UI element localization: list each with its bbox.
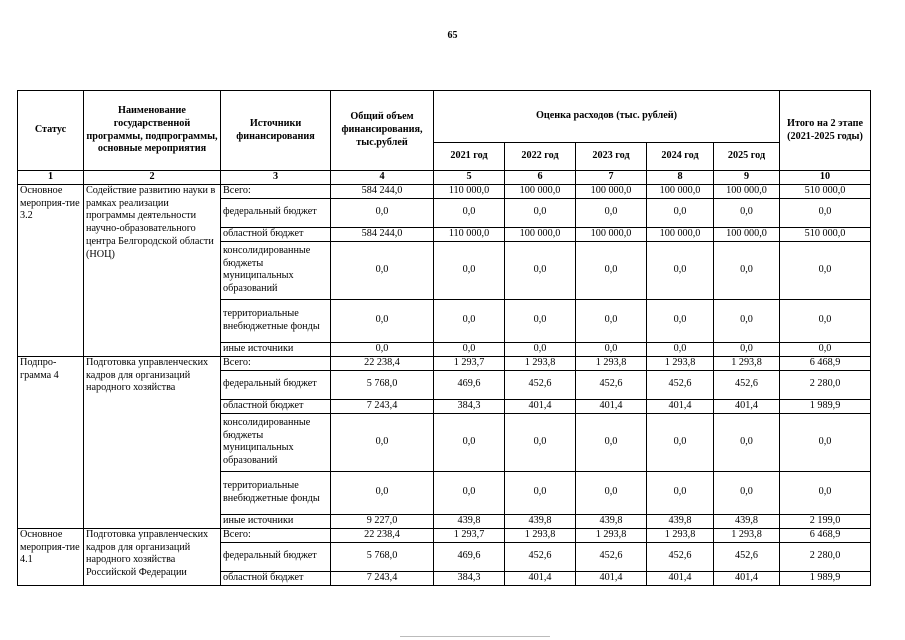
- column-index: 7: [576, 171, 647, 185]
- year-value-cell: 0,0: [505, 241, 576, 299]
- year-value-cell: 1 293,7: [434, 356, 505, 370]
- total-cell: 584 244,0: [331, 227, 434, 241]
- stage-total-cell: 1 989,9: [780, 399, 871, 413]
- year-value-cell: 0,0: [714, 299, 780, 342]
- source-cell: областной бюджет: [221, 399, 331, 413]
- year-value-cell: 0,0: [576, 198, 647, 227]
- total-cell: 584 244,0: [331, 184, 434, 198]
- year-value-cell: 401,4: [647, 399, 714, 413]
- year-value-cell: 0,0: [434, 198, 505, 227]
- column-index: 5: [434, 171, 505, 185]
- program-name-cell: Подготовка управленческих кадров для организаций народного хозяйства Российской Федерации: [84, 528, 221, 585]
- year-value-cell: 0,0: [647, 299, 714, 342]
- year-value-cell: 0,0: [505, 342, 576, 356]
- year-value-cell: 401,4: [714, 399, 780, 413]
- year-value-cell: 452,6: [505, 542, 576, 571]
- year-value-cell: 384,3: [434, 399, 505, 413]
- year-value-cell: 0,0: [505, 198, 576, 227]
- column-index: 3: [221, 171, 331, 185]
- header-year: 2025 год: [714, 143, 780, 171]
- year-value-cell: 0,0: [576, 471, 647, 514]
- column-index: 4: [331, 171, 434, 185]
- year-value-cell: 439,8: [434, 514, 505, 528]
- total-cell: 0,0: [331, 198, 434, 227]
- year-value-cell: 1 293,7: [434, 528, 505, 542]
- year-value-cell: 401,4: [714, 571, 780, 585]
- table-row: [18, 356, 871, 370]
- total-cell: 7 243,4: [331, 571, 434, 585]
- year-value-cell: 100 000,0: [576, 227, 647, 241]
- column-index: 6: [505, 171, 576, 185]
- year-value-cell: 0,0: [576, 241, 647, 299]
- source-cell: консолидированные бюджеты муниципальных образований: [221, 413, 331, 471]
- total-cell: 0,0: [331, 241, 434, 299]
- status-cell: Основное мероприя-тие 4.1: [18, 528, 84, 585]
- total-cell: 22 238,4: [331, 528, 434, 542]
- stage-total-cell: 6 468,9: [780, 356, 871, 370]
- year-value-cell: 1 293,8: [576, 528, 647, 542]
- stage-total-cell: 0,0: [780, 299, 871, 342]
- column-index: 2: [84, 171, 221, 185]
- year-value-cell: 100 000,0: [576, 184, 647, 198]
- stage-total-cell: 510 000,0: [780, 227, 871, 241]
- stage-total-cell: 0,0: [780, 471, 871, 514]
- year-value-cell: 452,6: [647, 370, 714, 399]
- year-value-cell: 452,6: [647, 542, 714, 571]
- stage-total-cell: 6 468,9: [780, 528, 871, 542]
- total-cell: 0,0: [331, 471, 434, 514]
- source-cell: Всего:: [221, 356, 331, 370]
- total-cell: 0,0: [331, 299, 434, 342]
- year-value-cell: 469,6: [434, 370, 505, 399]
- column-index: 1: [18, 171, 84, 185]
- year-value-cell: 401,4: [576, 399, 647, 413]
- year-value-cell: 100 000,0: [647, 227, 714, 241]
- year-value-cell: 0,0: [576, 299, 647, 342]
- stage-total-cell: 2 199,0: [780, 514, 871, 528]
- column-index: 10: [780, 171, 871, 185]
- year-value-cell: 1 293,8: [647, 528, 714, 542]
- year-value-cell: 0,0: [714, 241, 780, 299]
- status-cell: Подпро-грамма 4: [18, 356, 84, 528]
- year-value-cell: 110 000,0: [434, 184, 505, 198]
- stage-total-cell: 2 280,0: [780, 542, 871, 571]
- year-value-cell: 0,0: [434, 241, 505, 299]
- year-value-cell: 0,0: [647, 342, 714, 356]
- source-cell: областной бюджет: [221, 227, 331, 241]
- year-value-cell: 401,4: [505, 399, 576, 413]
- year-value-cell: 452,6: [714, 370, 780, 399]
- year-value-cell: 401,4: [647, 571, 714, 585]
- source-cell: иные источники: [221, 514, 331, 528]
- year-value-cell: 100 000,0: [714, 184, 780, 198]
- year-value-cell: 1 293,8: [576, 356, 647, 370]
- column-index: 8: [647, 171, 714, 185]
- year-value-cell: 439,8: [505, 514, 576, 528]
- source-cell: иные источники: [221, 342, 331, 356]
- source-cell: федеральный бюджет: [221, 542, 331, 571]
- program-name-cell: Подготовка управленческих кадров для организаций народного хозяйства: [84, 356, 221, 528]
- year-value-cell: 452,6: [576, 542, 647, 571]
- header-year: 2023 год: [576, 143, 647, 171]
- year-value-cell: 100 000,0: [505, 227, 576, 241]
- stage-total-cell: 0,0: [780, 198, 871, 227]
- year-value-cell: 0,0: [714, 342, 780, 356]
- year-value-cell: 0,0: [505, 471, 576, 514]
- table-row: [18, 184, 871, 198]
- year-value-cell: 401,4: [576, 571, 647, 585]
- source-cell: федеральный бюджет: [221, 370, 331, 399]
- year-value-cell: 0,0: [576, 413, 647, 471]
- year-value-cell: 0,0: [647, 413, 714, 471]
- total-cell: 22 238,4: [331, 356, 434, 370]
- total-cell: 0,0: [331, 413, 434, 471]
- source-cell: консолидированные бюджеты муниципальных образований: [221, 241, 331, 299]
- year-value-cell: 0,0: [714, 413, 780, 471]
- year-value-cell: 439,8: [576, 514, 647, 528]
- total-cell: 5 768,0: [331, 542, 434, 571]
- year-value-cell: 100 000,0: [714, 227, 780, 241]
- year-value-cell: 439,8: [647, 514, 714, 528]
- year-value-cell: 100 000,0: [647, 184, 714, 198]
- year-value-cell: 1 293,8: [647, 356, 714, 370]
- total-cell: 9 227,0: [331, 514, 434, 528]
- stage-total-cell: 0,0: [780, 342, 871, 356]
- year-value-cell: 469,6: [434, 542, 505, 571]
- year-value-cell: 1 293,8: [714, 356, 780, 370]
- source-cell: Всего:: [221, 528, 331, 542]
- source-cell: Всего:: [221, 184, 331, 198]
- header-status: Статус: [18, 91, 84, 171]
- status-cell: Основное мероприя-тие 3.2: [18, 184, 84, 356]
- year-value-cell: 0,0: [434, 413, 505, 471]
- stage-total-cell: 0,0: [780, 241, 871, 299]
- stage-total-cell: 510 000,0: [780, 184, 871, 198]
- total-cell: 7 243,4: [331, 399, 434, 413]
- year-value-cell: 0,0: [505, 413, 576, 471]
- year-value-cell: 0,0: [647, 471, 714, 514]
- year-value-cell: 110 000,0: [434, 227, 505, 241]
- year-value-cell: 0,0: [434, 342, 505, 356]
- year-value-cell: 0,0: [576, 342, 647, 356]
- header-estimate: Оценка расходов (тыс. рублей): [434, 91, 780, 143]
- header-year: 2024 год: [647, 143, 714, 171]
- year-value-cell: 0,0: [434, 299, 505, 342]
- stage-total-cell: 2 280,0: [780, 370, 871, 399]
- year-value-cell: 0,0: [505, 299, 576, 342]
- source-cell: территориальные внебюджетные фонды: [221, 471, 331, 514]
- header-total: Общий объем финансирования, тыс.рублей: [331, 91, 434, 171]
- table-row: [18, 528, 871, 542]
- year-value-cell: 452,6: [714, 542, 780, 571]
- year-value-cell: 100 000,0: [505, 184, 576, 198]
- year-value-cell: 452,6: [576, 370, 647, 399]
- year-value-cell: 452,6: [505, 370, 576, 399]
- source-cell: территориальные внебюджетные фонды: [221, 299, 331, 342]
- year-value-cell: 0,0: [647, 198, 714, 227]
- year-value-cell: 401,4: [505, 571, 576, 585]
- header-year: 2022 год: [505, 143, 576, 171]
- scan-artifact-line: [400, 636, 550, 637]
- column-index: 9: [714, 171, 780, 185]
- header-year: 2021 год: [434, 143, 505, 171]
- year-value-cell: 0,0: [647, 241, 714, 299]
- total-cell: 0,0: [331, 342, 434, 356]
- year-value-cell: 384,3: [434, 571, 505, 585]
- table-body: [18, 184, 871, 585]
- year-value-cell: 1 293,8: [505, 356, 576, 370]
- year-value-cell: 439,8: [714, 514, 780, 528]
- program-name-cell: Содействие развитию науки в рамках реализации программы деятельности научно-образовательного центра Белгородской области (НОЦ): [84, 184, 221, 356]
- stage-total-cell: 1 989,9: [780, 571, 871, 585]
- header-stage-total: Итого на 2 этапе (2021-2025 годы): [780, 91, 871, 171]
- year-value-cell: 1 293,8: [714, 528, 780, 542]
- financing-table: [17, 90, 871, 586]
- year-value-cell: 1 293,8: [505, 528, 576, 542]
- year-value-cell: 0,0: [714, 198, 780, 227]
- header-sources: Источники финансирования: [221, 91, 331, 171]
- header-name: Наименование государственной программы, подпрограммы, основные мероприятия: [84, 91, 221, 171]
- source-cell: областной бюджет: [221, 571, 331, 585]
- source-cell: федеральный бюджет: [221, 198, 331, 227]
- year-value-cell: 0,0: [434, 471, 505, 514]
- stage-total-cell: 0,0: [780, 413, 871, 471]
- page-number: 65: [447, 30, 458, 41]
- year-value-cell: 0,0: [714, 471, 780, 514]
- total-cell: 5 768,0: [331, 370, 434, 399]
